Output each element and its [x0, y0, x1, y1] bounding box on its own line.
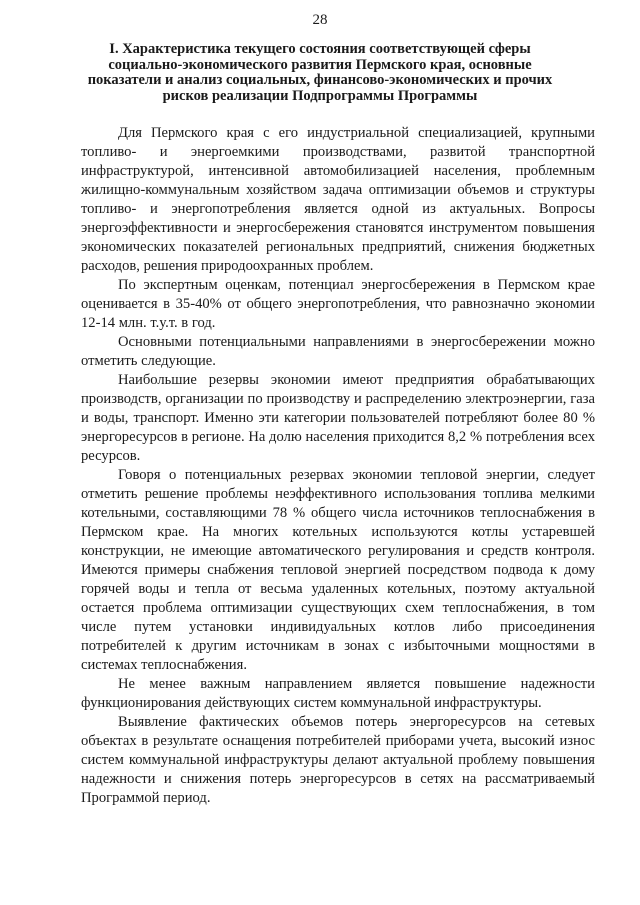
section-heading: I. Характеристика текущего состояния соответствующей сферы социально-экономического развития Пермского края, основные показатели и анализ социальных, финансово-экономических и прочих рисков реализации Подпрограммы Программы: [87, 41, 553, 104]
page-number: 28: [312, 12, 328, 28]
paragraph-savings-potential: По экспертным оценкам, потенциал энергосбережения в Пермском крае оценивается в 35-40% от общего энергопотребления, что равнозначно экономии 12-14 млн. т.у.т. в год.: [81, 277, 595, 331]
paragraph-energy-context: Для Пермского края с его индустриальной специализацией, крупными топливо- и энергоемкими производствами, развитой транспортной инфраструктурой, интенсивной автомобилизацией населения, проблемным жилищно-коммунальным хозяйством задача оптимизации объемов и структуры топливо- и энергопотребления является одной из актуальных. Вопросы энергоэффективности и энергосбережения становятся инструментом повышения экономических показателей региональных предприятий, снижения бюджетных расходов, решения природоохранных проблем.: [81, 125, 595, 274]
paragraph-heat-savings: Говоря о потенциальных резервах экономии тепловой энергии, следует отметить решение проблемы неэффективного использования топлива мелкими котельными, составляющими 78 % общего числа источников теплоснабжения в Пермском крае. На многих котельных используются котлы устаревшей конструкции, не имеющие автоматического регулирования и средств контроля. Имеются примеры снабжения тепловой энергией посредством подвода к дому горячей воды и тепла от весьма удаленных котельных, поэтому актуальной остается проблема оптимизации существующих схем теплоснабжения, в том числе путем установки индивидуальных котлов либо присоединения потребителей к другим источникам в зонах с избыточными мощностями в системах теплоснабжения.: [81, 467, 595, 673]
paragraph-loss-identification: Выявление фактических объемов потерь энергоресурсов на сетевых объектах в результате оснащения потребителей приборами учета, высокий износ систем коммунальной инфраструктуры делают актуальной проблему повышения надежности и снижения потерь энергоресурсов в сетях на рассматриваемый Программой период.: [81, 714, 595, 806]
document-body: [81, 124, 595, 808]
paragraph-reliability: Не менее важным направлением является повышение надежности функционирования действующих систем коммунальной инфраструктуры.: [81, 676, 595, 711]
paragraph-largest-reserves: Наибольшие резервы экономии имеют предприятия обрабатывающих производств, организации по производству и распределению электроэнергии, газа и воды, транспорт. Именно эти категории пользователей потребляют более 80 % энергоресурсов в регионе. На долю населения приходится 8,2 % потребления всех ресурсов.: [81, 372, 595, 464]
paragraph-main-directions: Основными потенциальными направлениями в энергосбережении можно отметить следующие.: [81, 334, 595, 369]
